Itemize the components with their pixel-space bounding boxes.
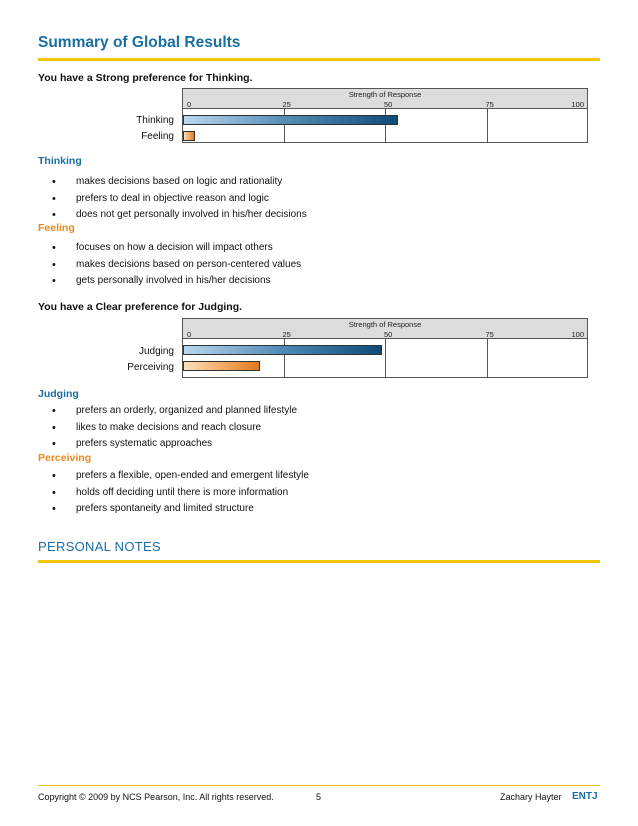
footer-person-name: Zachary Hayter [500, 792, 562, 802]
footer-copyright: Copyright © 2009 by NCS Pearson, Inc. All rights reserved. [38, 792, 274, 802]
bar-perceiving [183, 361, 260, 371]
footer-type-code: ENTJ [572, 791, 598, 802]
tick-label: 100 [571, 100, 584, 109]
title-divider [38, 58, 600, 61]
list-item: • prefers spontaneity and limited structure [52, 501, 309, 518]
list-item: • prefers a flexible, open-ended and emergent lifestyle [52, 468, 309, 485]
gridline [385, 109, 386, 142]
gridline [487, 339, 488, 377]
section-label-feeling: Feeling [38, 222, 75, 234]
list-item: • makes decisions based on logic and rationality [52, 174, 307, 191]
bar-label-thinking: Thinking [136, 115, 174, 126]
chart-plot-area [182, 109, 588, 143]
bar-label-judging: Judging [138, 346, 174, 357]
chart-header [182, 318, 588, 339]
tick-label: 75 [485, 330, 494, 339]
bar-feeling [183, 131, 195, 141]
notes-divider [38, 560, 600, 563]
section-label-thinking: Thinking [38, 155, 82, 167]
tick-label: 50 [384, 100, 393, 109]
footer-page-number: 5 [316, 792, 322, 802]
chart-title: Strength of Response [348, 90, 422, 99]
bullet-list-judging [52, 403, 297, 453]
list-item: • gets personally involved in his/her decisions [52, 273, 301, 290]
list-item: • holds off deciding until there is more information [52, 485, 309, 502]
tick-label: 25 [282, 330, 291, 339]
gridline [487, 109, 488, 142]
gridline [385, 339, 386, 377]
tick-label: 0 [187, 100, 192, 109]
list-item: • does not get personally involved in his/her decisions [52, 207, 307, 224]
personal-notes-title: PERSONAL NOTES [38, 539, 161, 554]
strength-chart-judging-perceiving [0, 318, 600, 378]
preference-heading-judging: You have a Clear preference for Judging. [38, 301, 243, 313]
gridline [284, 109, 285, 142]
page-title: Summary of Global Results [38, 34, 241, 51]
chart-title: Strength of Response [348, 320, 422, 329]
chart-header [182, 88, 588, 109]
list-item: • prefers to deal in objective reason and logic [52, 191, 307, 208]
tick-label: 50 [384, 330, 393, 339]
bar-judging [183, 345, 382, 355]
section-label-perceiving: Perceiving [38, 452, 92, 464]
list-item: • focuses on how a decision will impact others [52, 240, 301, 257]
list-item: • prefers systematic approaches [52, 436, 297, 453]
chart-plot-area [182, 339, 588, 378]
strength-chart-thinking-feeling [0, 88, 600, 148]
tick-label: 0 [187, 330, 192, 339]
section-label-judging: Judging [38, 388, 79, 400]
bullet-list-feeling [52, 240, 301, 290]
list-item: • prefers an orderly, organized and planned lifestyle [52, 403, 297, 420]
bullet-list-perceiving [52, 468, 309, 518]
tick-label: 100 [571, 330, 584, 339]
bar-thinking [183, 115, 398, 125]
footer-divider [38, 785, 600, 786]
bullet-list-thinking [52, 174, 307, 224]
tick-label: 75 [485, 100, 494, 109]
bar-label-feeling: Feeling [141, 131, 174, 142]
list-item: • makes decisions based on person-centered values [52, 257, 301, 274]
preference-heading-thinking: You have a Strong preference for Thinking. [38, 72, 253, 84]
bar-label-perceiving: Perceiving [127, 362, 174, 373]
tick-label: 25 [282, 100, 291, 109]
list-item: • likes to make decisions and reach closure [52, 420, 297, 437]
